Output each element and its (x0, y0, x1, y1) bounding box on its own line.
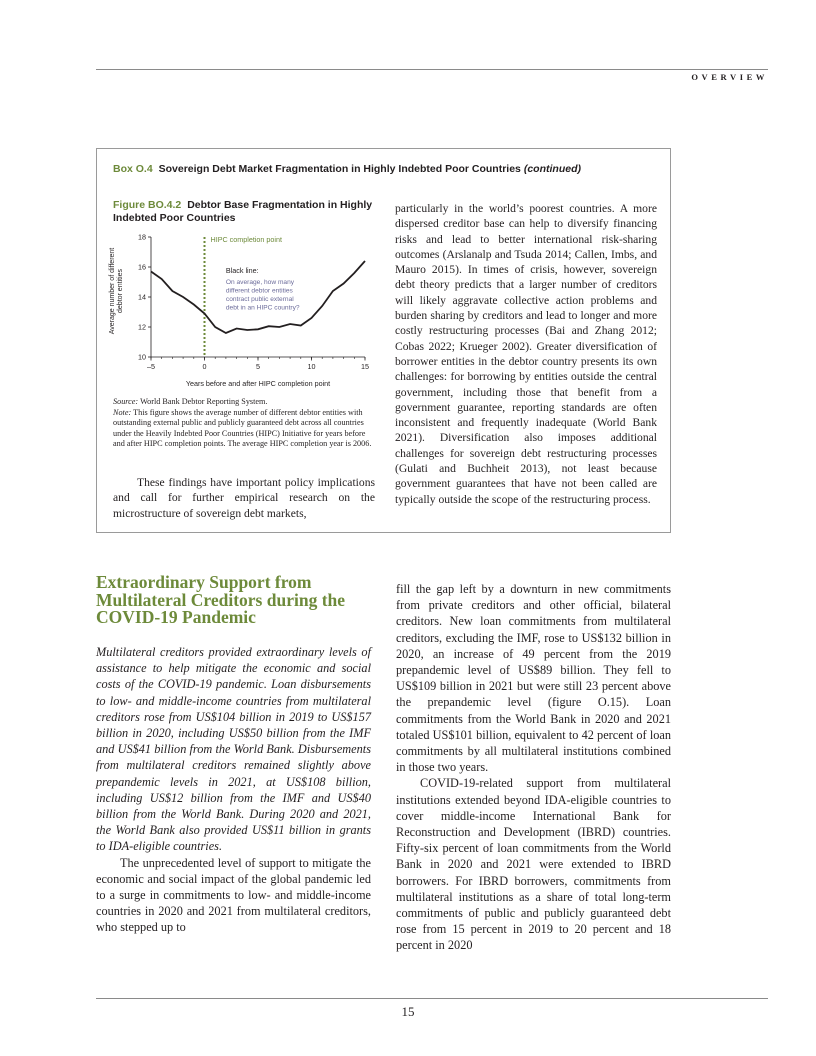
x-tick-label: 15 (361, 362, 369, 371)
source-text: World Bank Debtor Reporting System. (140, 397, 268, 406)
page-number: 15 (401, 1004, 415, 1019)
x-tick-label: 5 (256, 362, 260, 371)
y-axis (138, 233, 151, 362)
y-axis-label (109, 248, 124, 335)
source-label: Source: (113, 397, 139, 406)
debtor-fragmentation-chart (105, 229, 385, 394)
legend-line: On average, how many (225, 279, 295, 286)
footer-rule (96, 998, 768, 999)
legend-line: contract public external (225, 296, 294, 303)
box-continued: (continued) (523, 163, 581, 175)
hipc-completion-label: HIPC completion point (210, 235, 283, 244)
figure-title (113, 199, 373, 225)
box-right-text (395, 201, 657, 507)
y-tick-label: 10 (138, 352, 146, 362)
y-axis-label-line2: debtor entities (117, 269, 124, 313)
note-label: Note: (113, 407, 132, 417)
running-head: OVERVIEW (691, 72, 768, 82)
note-text: This figure shows the average number of different debtor entities with outstanding external public and publicly guaranteed debt across all countries under the Heavily Indebted Poor Countries (HIPC) Initiative for years before and after HIPC completion points. The average HIPC completion year is 2006. (113, 407, 372, 449)
legend-line: debt in an HIPC country? (225, 304, 300, 312)
figure-notes (113, 397, 375, 450)
main-left-column (96, 644, 371, 936)
y-tick-label: 12 (138, 322, 146, 332)
section-heading-line: COVID-19 Pandemic (96, 607, 256, 627)
figure-title-text: Debtor Base Fragmentation in Highly Indebted Poor Countries (113, 199, 373, 224)
box-title-text: Sovereign Debt Market Fragmentation in Highly Indebted Poor Countries (158, 163, 521, 175)
section-heading-line: Multilateral Creditors during the (96, 589, 346, 610)
y-tick-label: 18 (138, 232, 146, 242)
legend-text (226, 279, 300, 312)
y-tick-label: 16 (138, 262, 146, 272)
box-left-paragraph: These findings have important policy implications and call for further empirical research on the microstructure of sovereign debt markets, (113, 476, 375, 520)
figure-source (113, 397, 375, 408)
body-paragraph: The unprecedented level of support to mitigate the economic and social impact of the global pandemic led to a surge in commitments to low- and middle-income countries in 2020 and 2021 from multilateral creditors, who stepped up to (96, 855, 371, 935)
body-paragraph: COVID-19-related support from multilateral institutions extended beyond IDA-eligible countries to cover middle-income International Bank for Reconstruction and Development (IBRD) countries. Fifty-six percent of loan commitments from the World Bank in 2020 and 2021 were extended to IBRD borrowers. For IBRD borrowers, commitments from multilateral institutions as a share of total long-term commitments of public and publicly guaranteed debt rose from 15 percent in 2019 to 20 percent and 18 percent in 2020 (396, 776, 671, 953)
section-heading-line: Extraordinary Support from (96, 572, 312, 592)
x-axis (147, 357, 369, 371)
box-title (113, 163, 581, 175)
x-tick-label: 0 (202, 362, 207, 371)
header-rule (96, 69, 768, 70)
legend-title: Black line: (225, 266, 259, 275)
main-right-column (396, 581, 671, 954)
x-tick-label: –5 (147, 362, 155, 371)
body-paragraph: fill the gap left by a downturn in new commitments from private creditors and other official, bilateral creditors. New loan commitments from multilateral creditors, excluding the IMF, rose to US$132 billion in 2020, an increase of 49 percent from the 2019 prepandemic level of US$89 billion. They fell to US$109 billion in 2021 but were still 23 percent above the prepandemic level (figure O.15). Loan commitments from the World Bank in 2020 and 2021 totaled US$101 billion, equivalent to 42 percent of loan commitments by all multilateral institutions combined in those two years. (396, 582, 671, 775)
figure-label: Figure BO.4.2 (113, 199, 182, 211)
box-right-paragraph: particularly in the world’s poorest countries. A more dispersed creditor base can help to diversify financing risks and lead to better international risk-sharing outcomes (Arslanalp and Tsuda 2014; Callen, Imbs, and Mauro 2015). In times of crisis, however, sovereign debt theory predicts that a larger number of creditors will likely aggravate collective action problems and burden sharing by creditors and lead to longer and more costly restructuring processes (Bai and Zhang 2012; Cobas 2022; Krueger 2002). Greater diversification of borrower entities in the debtor country presents its own challenges: for borrowing by entities outside the central government, including those that benefit from a government guarantee, reporting standards are often inconsistent and frequently inadequate (World Bank 2021). Diversification also imposes additional challenges for sovereign debt restructuring processes (Gulati and Buchheit 2013), not least because government guarantees that have not been called are typically outside the scope of the restructuring process. (395, 202, 657, 506)
section-heading (96, 574, 366, 627)
box-left-text (113, 475, 375, 521)
y-tick-label: 14 (138, 292, 146, 302)
x-axis-label: Years before and after HIPC completion point (185, 379, 331, 388)
box-label: Box O.4 (113, 163, 153, 175)
y-axis-label-line1: Average number of different (109, 247, 116, 335)
figure-note (113, 408, 375, 450)
box-o4 (96, 148, 671, 533)
lead-paragraph: Multilateral creditors provided extraordinary levels of assistance to help mitigate the economic and social costs of the COVID-19 pandemic. Loan disbursements to low- and middle-income countries from multilateral creditors rose from US$104 billion in 2019 to US$157 billion in 2020, including US$50 billion from the IMF and US$41 billion from the World Bank. Disbursements from multilateral creditors remained slightly above prepandemic levels in 2021, at US$108 billion, including US$12 billion from the IMF and US$40 billion from the World Bank. During 2020 and 2021, the World Bank also provided US$11 billion in grants to IDA-eligible countries. (96, 645, 371, 854)
legend-line: different debtor entities (225, 287, 293, 295)
x-tick-label: 10 (307, 362, 316, 371)
